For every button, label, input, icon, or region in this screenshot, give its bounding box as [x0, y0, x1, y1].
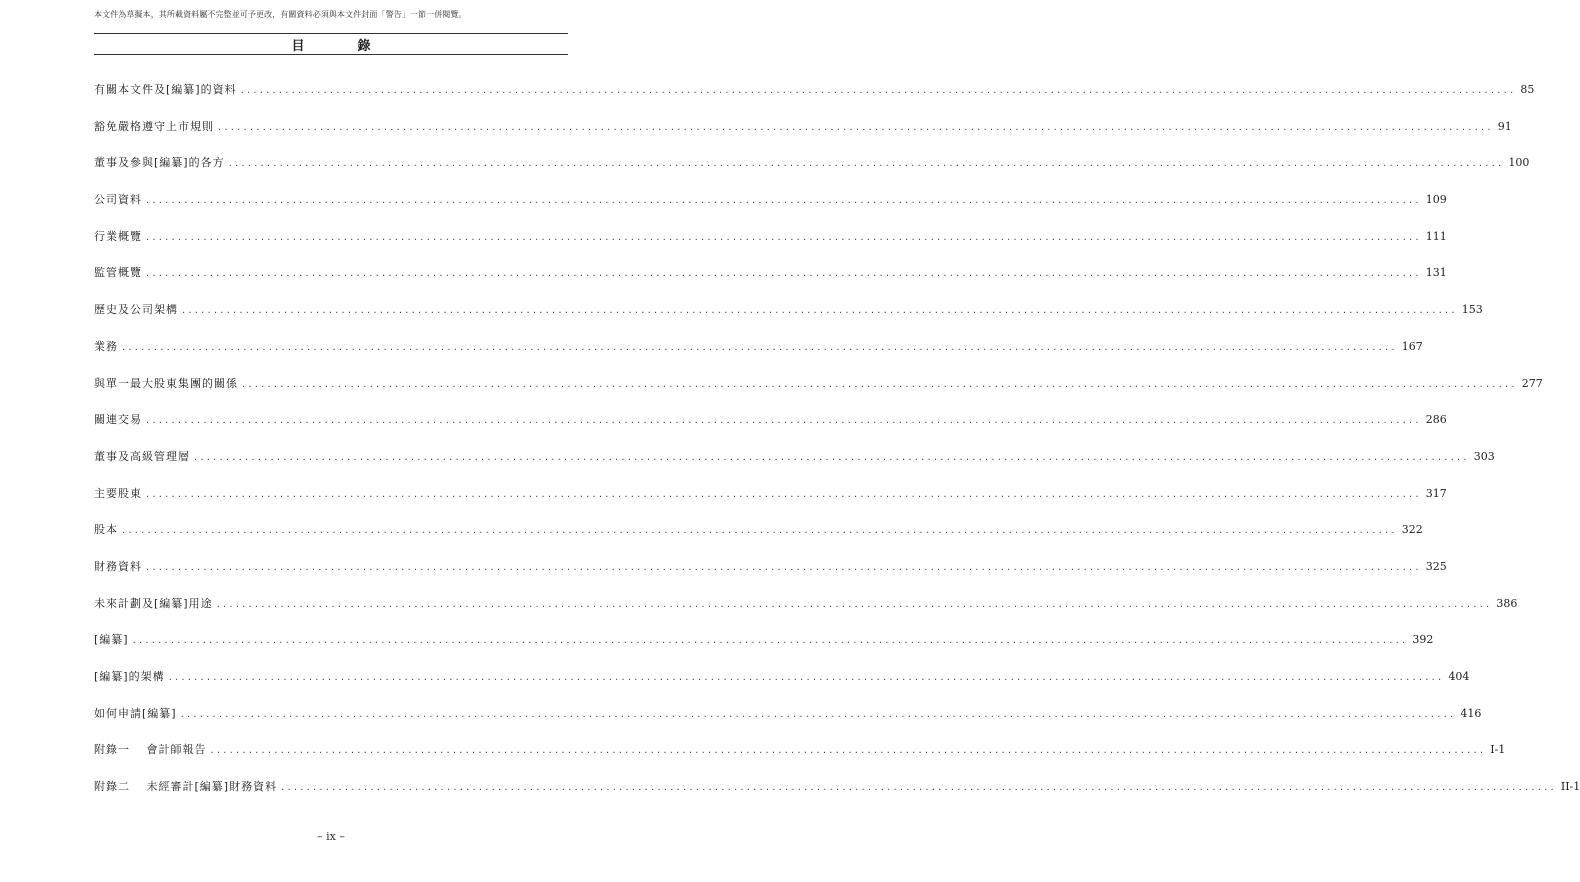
toc-dot-leader: ........................................................................................................................................................................................................ — [122, 341, 1398, 353]
toc-entry-title: 未來計劃及[編纂]用途 — [94, 594, 217, 614]
toc-entry-title: [編纂]的架構 — [94, 667, 169, 687]
toc-entry-page: 416 — [1460, 706, 1482, 720]
toc-entry-page: 109 — [1425, 193, 1447, 207]
toc-entry-page: II-1 — [1560, 780, 1580, 794]
toc-dot-leader: ........................................................................................................................................................................................................ — [180, 708, 1457, 720]
toc-entry[interactable] — [94, 117, 1512, 154]
toc-entry-title: 監管概覽 — [94, 263, 146, 283]
toc-entry-title: 附錄二 未經審計[編纂]財務資料 — [94, 777, 281, 797]
toc-dot-leader: ........................................................................................................................................................................................................ — [122, 525, 1398, 537]
toc-entry[interactable] — [94, 447, 1495, 484]
toc-dot-leader: ........................................................................................................................................................................................................ — [194, 451, 1470, 463]
toc-entry[interactable] — [94, 630, 1434, 667]
toc-dot-leader: ........................................................................................................................................................................................................ — [168, 672, 1445, 683]
toc-dot-leader: ........................................................................................................................................................................................................ — [210, 745, 1487, 757]
toc-entry[interactable] — [94, 410, 1447, 447]
toc-entry[interactable] — [94, 484, 1447, 521]
toc-entry[interactable] — [94, 740, 1506, 777]
toc-entry[interactable] — [94, 777, 1580, 814]
toc-entry-page: 317 — [1425, 486, 1447, 500]
toc-dot-leader: ........................................................................................................................................................................................................ — [281, 782, 1557, 794]
draft-disclaimer: 本文件為草擬本，其所載資料屬不完整並可予更改，有關資料必須與本文件封面「警告」一節一併閱覽。 — [94, 10, 467, 19]
title-rule-top — [94, 33, 568, 34]
toc-entry-title: 董事及參與[編纂]的各方 — [94, 153, 229, 173]
toc-entry-title: 有關本文件及[編纂]的資料 — [94, 80, 241, 100]
table-of-contents — [94, 80, 1580, 814]
toc-entry-page: 167 — [1401, 339, 1423, 353]
toc-entry-page: 386 — [1496, 596, 1518, 610]
toc-entry-title: 公司資料 — [94, 190, 146, 210]
toc-dot-leader: ........................................................................................................................................................................................................ — [228, 158, 1505, 170]
toc-entry-title: 董事及高級管理層 — [94, 447, 194, 467]
toc-entry-title: 財務資料 — [94, 557, 146, 577]
toc-entry-title: 豁免嚴格遵守上市規則 — [94, 117, 218, 137]
toc-entry[interactable] — [94, 227, 1447, 264]
toc-entry-title: 關連交易 — [94, 410, 146, 430]
toc-dot-leader: ........................................................................................................................................................................................................ — [242, 378, 1518, 390]
toc-entry-page: 153 — [1461, 303, 1483, 317]
toc-entry-title: 行業概覽 — [94, 227, 146, 247]
toc-entry-page: 286 — [1425, 413, 1447, 427]
toc-entry-title: 如何申請[編纂] — [94, 704, 181, 724]
toc-entry[interactable] — [94, 190, 1447, 227]
toc-entry[interactable] — [94, 80, 1535, 117]
toc-entry-title: 業務 — [94, 337, 122, 357]
toc-dot-leader: ........................................................................................................................................................................................................ — [132, 635, 1409, 647]
toc-dot-leader: ........................................................................................................................................................................................................ — [146, 561, 1422, 573]
toc-entry-page: 277 — [1521, 376, 1543, 390]
toc-entry-page: 325 — [1425, 559, 1447, 573]
toc-dot-leader: ........................................................................................................................................................................................................ — [146, 268, 1422, 280]
toc-entry-page: I-1 — [1490, 743, 1506, 757]
toc-dot-leader: ........................................................................................................................................................................................................ — [216, 598, 1493, 610]
toc-dot-leader: ........................................................................................................................................................................................................ — [218, 121, 1494, 133]
page-number: – ix – — [317, 830, 345, 843]
toc-entry-title: [編纂] — [94, 630, 133, 650]
toc-entry-page: 85 — [1520, 83, 1535, 96]
toc-entry-page: 404 — [1448, 670, 1470, 683]
toc-entry[interactable] — [94, 557, 1447, 594]
toc-entry[interactable] — [94, 263, 1447, 300]
toc-entry[interactable] — [94, 153, 1530, 190]
toc-dot-leader: ........................................................................................................................................................................................................ — [182, 305, 1458, 317]
toc-dot-leader: ........................................................................................................................................................................................................ — [146, 231, 1422, 243]
toc-entry-title: 歷史及公司架構 — [94, 300, 182, 320]
toc-dot-leader: ........................................................................................................................................................................................................ — [146, 195, 1422, 207]
toc-entry[interactable] — [94, 520, 1423, 557]
toc-entry-page: 111 — [1425, 229, 1447, 243]
toc-entry-page: 100 — [1508, 156, 1530, 170]
page-title: 目 錄 — [291, 39, 391, 54]
toc-entry-page: 392 — [1412, 633, 1434, 647]
toc-entry-title: 股本 — [94, 520, 122, 540]
toc-entry-title: 與單一最大股東集團的關係 — [94, 374, 242, 394]
toc-entry-page: 303 — [1473, 449, 1495, 463]
toc-entry[interactable] — [94, 337, 1423, 374]
toc-entry-page: 322 — [1401, 523, 1423, 537]
toc-entry[interactable] — [94, 374, 1543, 411]
toc-entry[interactable] — [94, 594, 1518, 631]
toc-dot-leader: ........................................................................................................................................................................................................ — [240, 85, 1517, 96]
toc-entry[interactable] — [94, 667, 1470, 704]
toc-entry[interactable] — [94, 704, 1482, 741]
toc-dot-leader: ........................................................................................................................................................................................................ — [146, 415, 1422, 427]
toc-entry-page: 131 — [1425, 266, 1447, 280]
title-rule-bottom — [94, 54, 568, 55]
toc-entry-title: 附錄一 會計師報告 — [94, 740, 211, 760]
toc-entry[interactable] — [94, 300, 1483, 337]
toc-entry-page: 91 — [1497, 119, 1512, 133]
toc-entry-title: 主要股東 — [94, 484, 146, 504]
toc-dot-leader: ........................................................................................................................................................................................................ — [146, 488, 1422, 500]
